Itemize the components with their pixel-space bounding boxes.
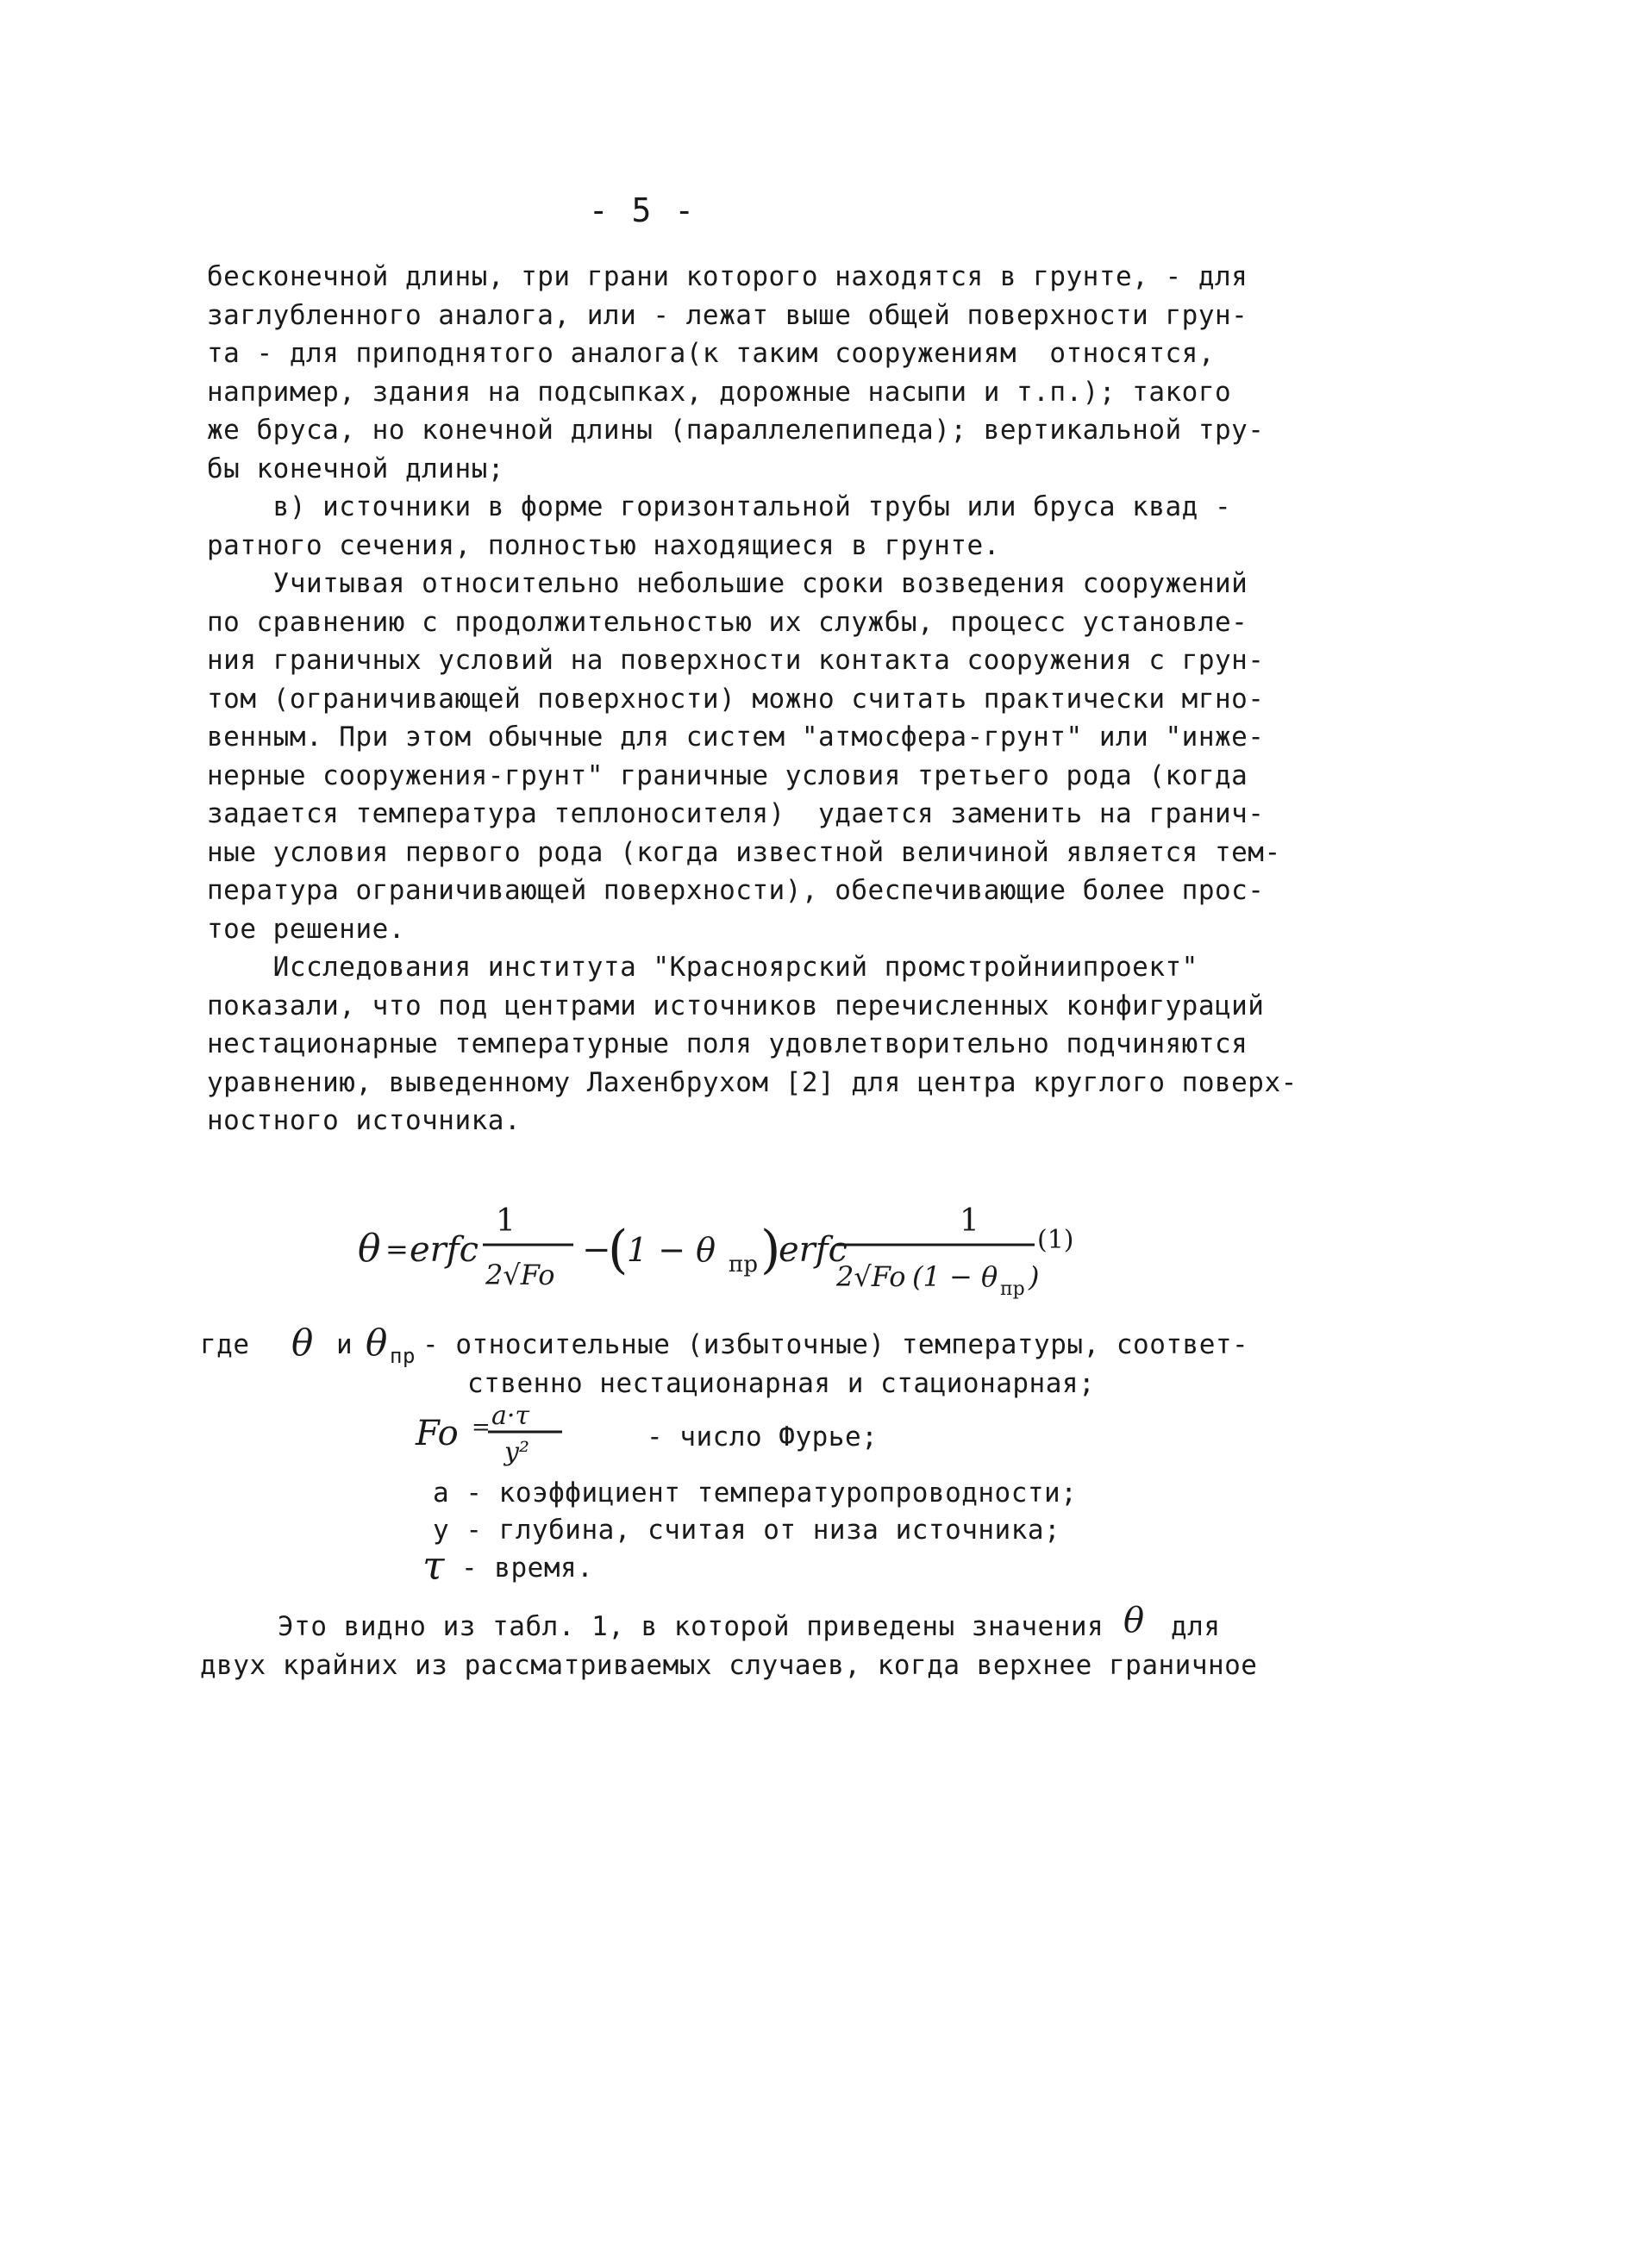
formula-den-2c: ) — [1029, 1260, 1040, 1293]
text-line: в) источники в форме горизонтальной трубы или бруса квад - — [207, 491, 1232, 522]
text-line: Исследования института "Красноярский промстройниипроект" — [207, 952, 1198, 983]
formula-paren-open: ( — [608, 1220, 629, 1280]
text-line: том (ограничивающей поверхности) можно считать практически мгно- — [207, 684, 1265, 715]
formula-erfc-1: erfc — [410, 1230, 478, 1270]
and-label: и — [336, 1329, 353, 1360]
formula-one-minus-theta: 1 − θ — [627, 1231, 716, 1269]
formula-pr-sub-2: пр — [1000, 1278, 1025, 1300]
closing-line-2: двух крайних из рассматриваемых случаев, когда верхнее граничное — [200, 1650, 1258, 1681]
tau-desc: - время. — [461, 1553, 594, 1584]
a-desc: а - коэффициент температуропроводности; — [433, 1478, 1078, 1509]
text-line: бесконечной длины, три грани которого находятся в грунте, - для — [207, 261, 1248, 292]
formula-den-1: 2√Fo — [485, 1259, 555, 1291]
formula-den-2b: (1 − θ — [912, 1260, 998, 1293]
formula-den-2a: 2√Fo — [836, 1260, 906, 1293]
text-line: нерные сооружения-грунт" граничные условия третьего рода (когда — [207, 760, 1248, 791]
text-line: например, здания на подсыпках, дорожные насыпи и т.п.); такого — [207, 377, 1232, 408]
formula-minus: − — [582, 1230, 611, 1270]
text-line: бы конечной длины; — [207, 453, 504, 484]
text-line: по сравнению с продолжительностью их службы, процесс установле- — [207, 607, 1248, 638]
theta-pr-symbol: θ — [366, 1321, 388, 1364]
formula-erfc-2: erfc — [779, 1230, 848, 1270]
text-line: пература ограничивающей поверхности), обеспечивающие более прос- — [207, 875, 1265, 906]
formula-number: (1) — [1037, 1225, 1074, 1255]
formula-num-2: 1 — [960, 1203, 979, 1239]
text-line: ратного сечения, полностью находящиеся в грунте. — [207, 530, 1000, 561]
text-line: венным. При этом обычные для систем "атмосфера-грунт" или "инже- — [207, 722, 1265, 753]
fo-den: y² — [504, 1437, 529, 1467]
theta-pr-subscript: пр — [390, 1344, 416, 1368]
text-line: нестационарные температурные поля удовлетворительно подчиняются — [207, 1028, 1248, 1059]
formula-pr-sub-1: пр — [729, 1252, 758, 1278]
theta-desc-2: ственно нестационарная и стационарная; — [467, 1368, 1096, 1399]
text-line: Учитывая относительно небольшие сроки возведения сооружений — [207, 568, 1248, 599]
closing-theta-symbol: θ — [1123, 1601, 1145, 1640]
text-line: та - для приподнятого аналога(к таким сооружениям относятся, — [207, 338, 1215, 369]
fo-symbol: Fo — [416, 1414, 459, 1453]
text-line: показали, что под центрами источников перечисленных конфигураций — [207, 990, 1265, 1022]
text-line: ные условия первого рода (когда известной величиной является тем- — [207, 837, 1281, 868]
theta-desc-1: - относительные (избыточные) температуры, соответ- — [422, 1329, 1249, 1360]
text-line: ностного источника. — [207, 1105, 522, 1136]
text-line: заглубленного аналога, или - лежат выше общей поверхности грун- — [207, 300, 1248, 331]
text-line: тое решение. — [207, 914, 405, 945]
formula-eq: = — [385, 1233, 409, 1265]
theta-symbol: θ — [291, 1321, 314, 1364]
where-label: где — [200, 1329, 250, 1360]
y-desc: у - глубина, считая от низа источника; — [433, 1515, 1061, 1546]
text-line: задается температура теплоносителя) удается заменить на гранич- — [207, 798, 1265, 829]
formula-num-1: 1 — [496, 1203, 516, 1239]
closing-line-1-start: Это видно из табл. 1, в которой приведены значения — [278, 1611, 1104, 1642]
fo-num: a·τ — [491, 1401, 530, 1431]
closing-line-1-end: для — [1171, 1611, 1221, 1642]
text-line: ния граничных условий на поверхности контакта сооружения с грун- — [207, 645, 1265, 676]
text-line: же бруса, но конечной длины (параллелепипеда); вертикальной тру- — [207, 415, 1265, 446]
formula-lhs: θ — [358, 1227, 381, 1271]
fo-eq: = — [472, 1415, 491, 1440]
page-number: - 5 - — [588, 191, 697, 229]
formula-paren-close: ) — [760, 1220, 781, 1280]
text-line: уравнению, выведенному Лахенбрухом [2] для центра круглого поверх- — [207, 1067, 1298, 1098]
tau-symbol: τ — [422, 1542, 445, 1589]
fo-desc: - число Фурье; — [647, 1421, 879, 1453]
